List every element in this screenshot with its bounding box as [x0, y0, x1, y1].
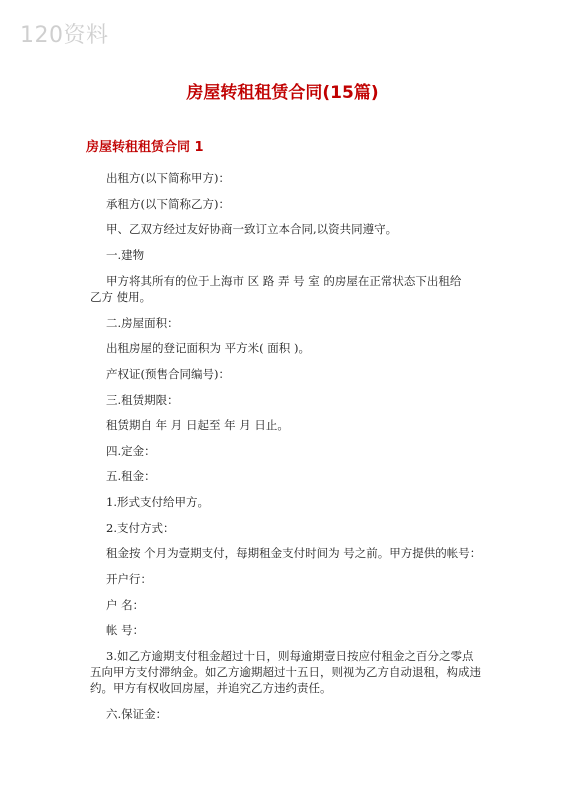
paragraph-line: 出租房屋的登记面积为 平方米( 面积 )。 — [106, 341, 310, 355]
heading-line: 二.房屋面积： — [106, 316, 179, 330]
section-title: 房屋转租租赁合同 1 — [86, 140, 204, 155]
watermark: 120资料 — [20, 23, 109, 48]
heading-line: 四.定金： — [106, 444, 156, 458]
document-title: 房屋转租租赁合同(15篇) — [186, 83, 379, 103]
paragraph-line: 租金按 个月为壹期支付，每期租金支付时间为 号之前。甲方提供的帐号： — [106, 546, 482, 560]
heading-line: 一.建物 — [106, 248, 145, 262]
paragraph-line: 2.支付方式： — [106, 521, 175, 535]
heading-line: 三.租赁期限： — [106, 393, 179, 407]
paragraph-line: 承租方(以下简称乙方)： — [106, 197, 230, 211]
paragraph-line: 五向甲方支付滞纳金。如乙方逾期超过十五日，则视为乙方自动退租，构成违 — [90, 665, 481, 679]
paragraph-line: 租赁期自 年 月 日起至 年 月 日止。 — [106, 418, 289, 432]
paragraph-line: 开户行： — [106, 572, 152, 586]
heading-line: 五.租金： — [106, 469, 156, 483]
paragraph-line: 1.形式支付给甲方。 — [106, 495, 209, 509]
paragraph-line: 出租方(以下简称甲方)： — [106, 171, 230, 185]
paragraph-line: 3.如乙方逾期支付租金超过十日，则每逾期壹日按应付租金之百分之零点 — [106, 649, 474, 663]
paragraph-line: 户 名： — [106, 598, 145, 612]
paragraph-line: 甲方将其所有的位于上海市 区 路 弄 号 室 的房屋在正常状态下出租给 — [106, 274, 462, 288]
paragraph-line: 甲、乙双方经过友好协商一致订立本合同,以资共同遵守。 — [106, 222, 398, 236]
heading-line: 六.保证金： — [106, 707, 168, 721]
paragraph-line: 帐 号： — [106, 623, 145, 637]
paragraph-line: 产权证(预售合同编号)： — [106, 367, 230, 381]
paragraph-line: 乙方 使用。 — [90, 290, 152, 304]
paragraph-line: 约。甲方有权收回房屋，并追究乙方违约责任。 — [90, 681, 332, 695]
